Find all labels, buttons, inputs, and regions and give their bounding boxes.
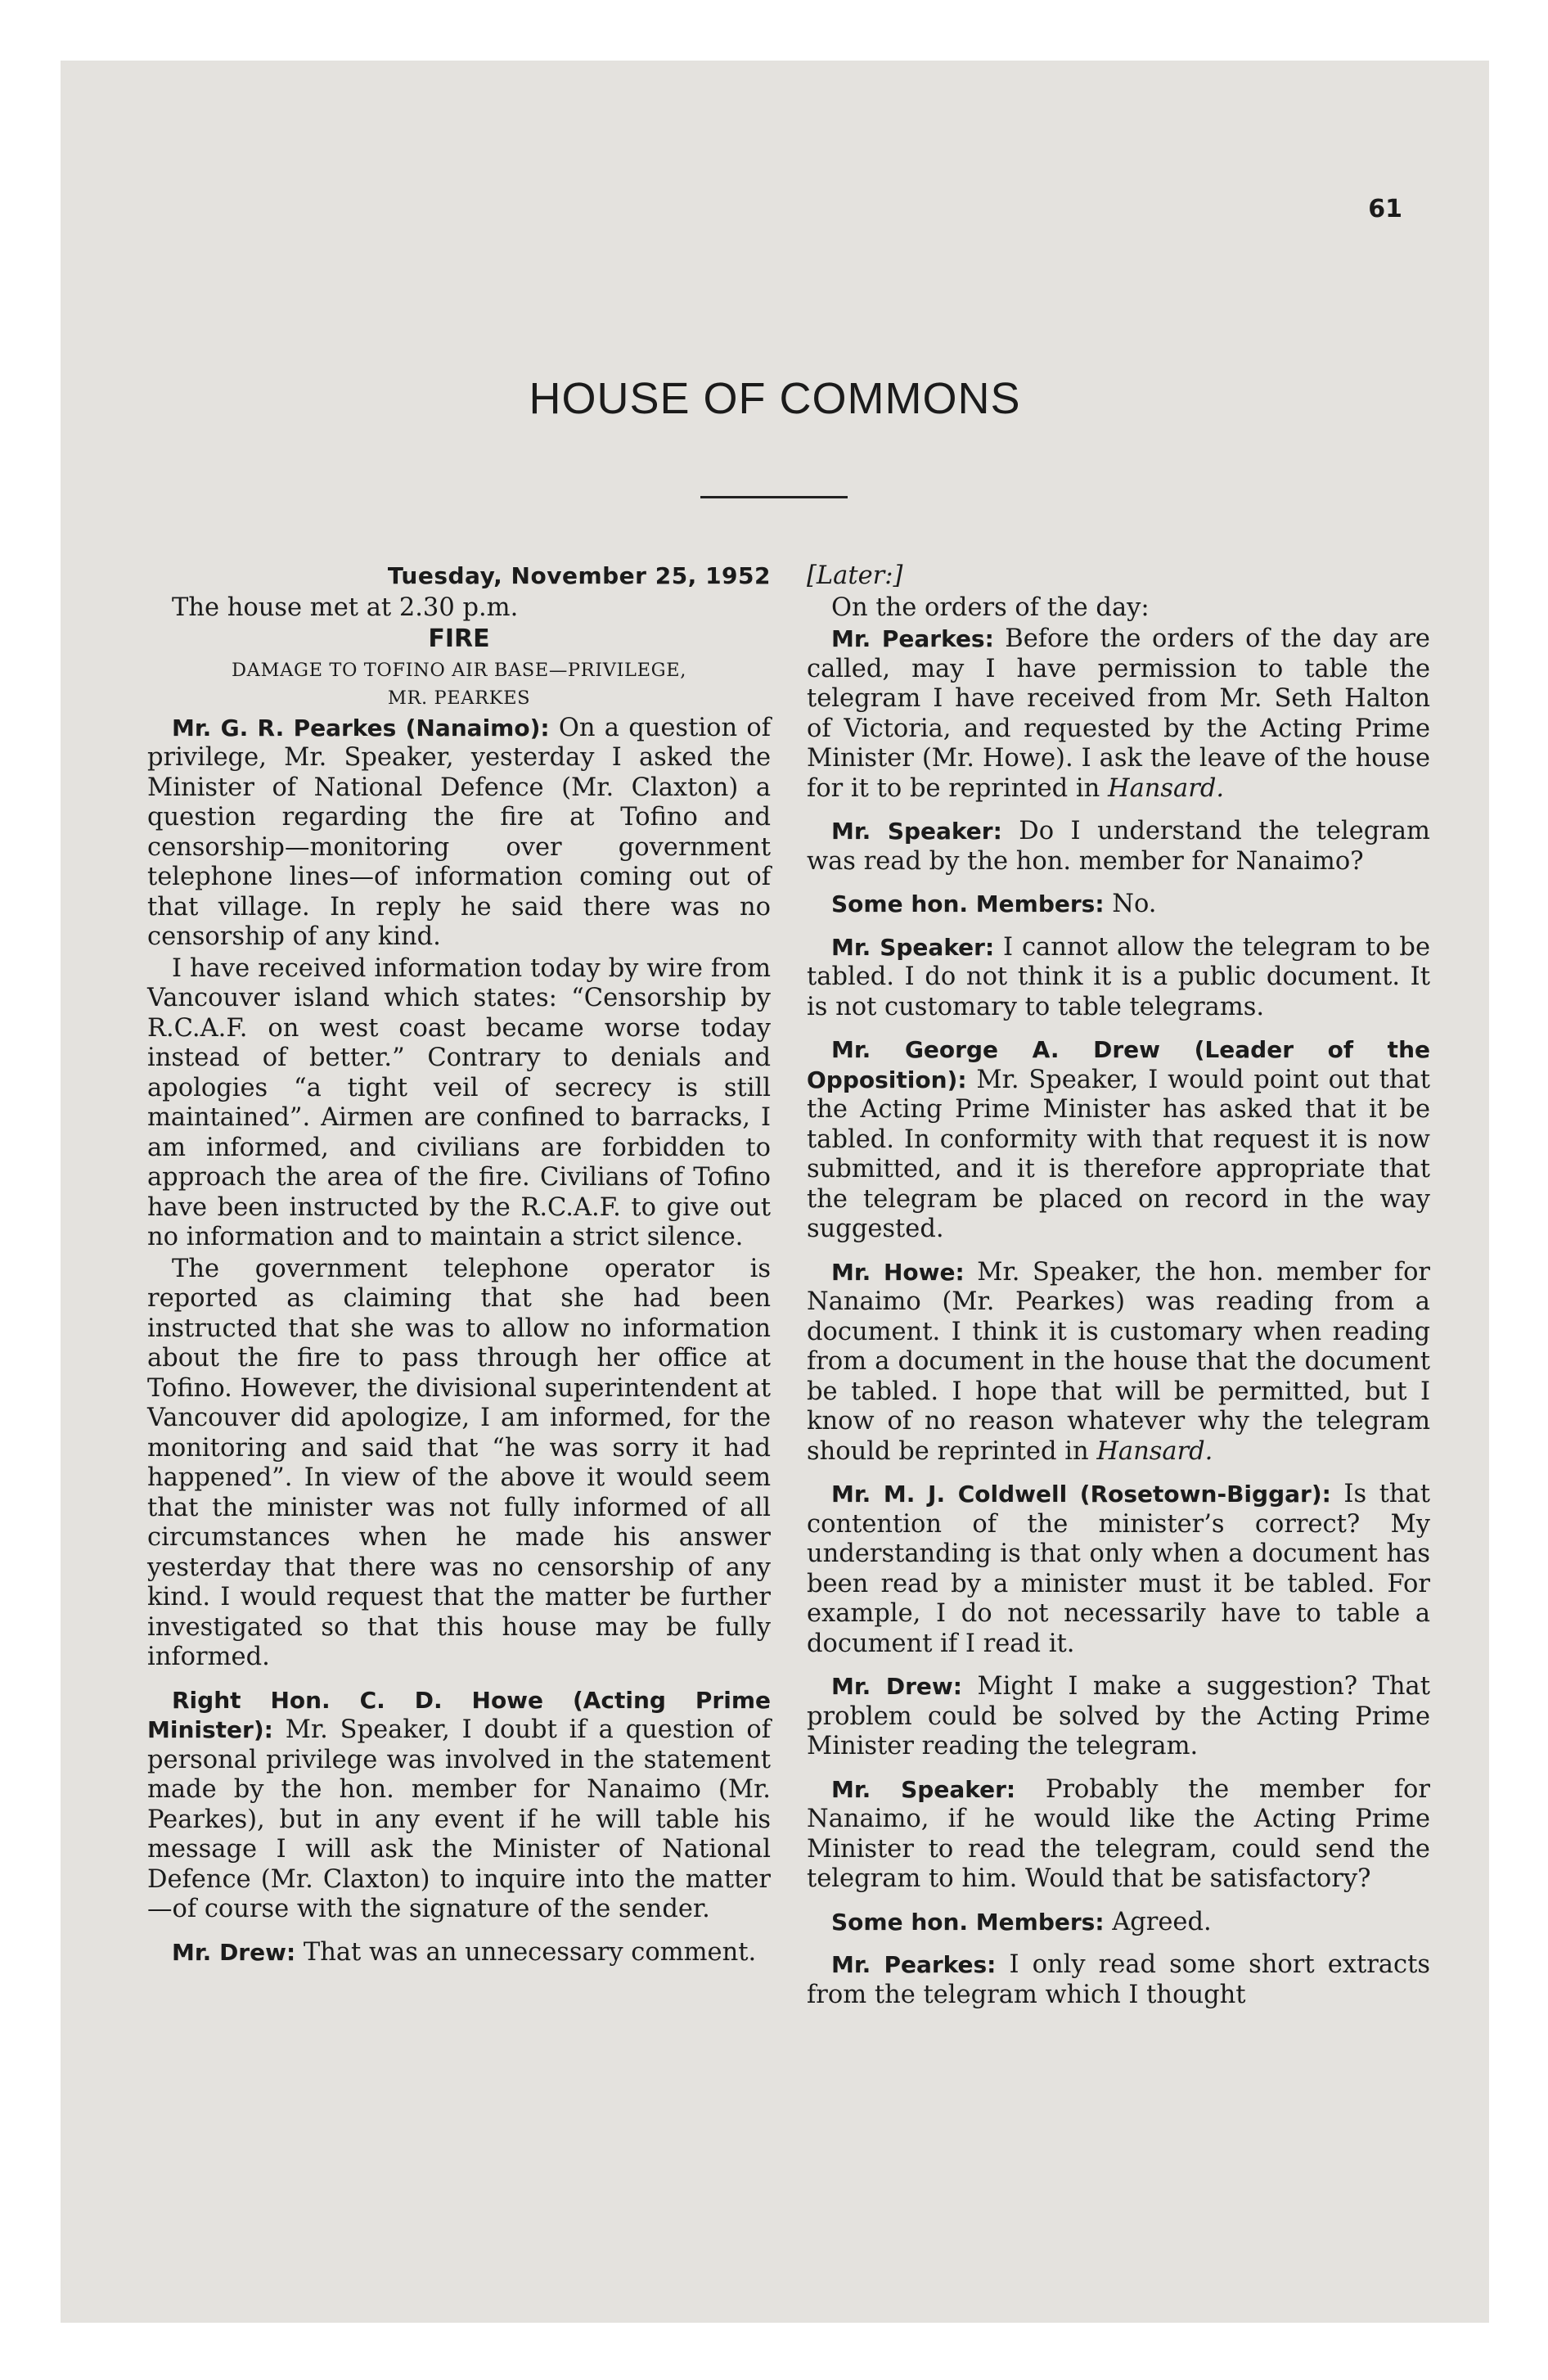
speech-text: Mr. Speaker, I would point out that the Acting Prime Minister has asked that it be tabled. In conformity with that request it is now submitted, and it is therefore appropriate that the telegram be placed on record in the way suggested. (807, 1065, 1431, 1243)
speech-text: Mr. Speaker, I doubt if a question of personal privilege was involved in the statement made by the hon. member for Nanaimo (Mr. Pearkes), but in any event if he will table his message I will ask the Minister of National Defence (Mr. Claxton) to inquire into the matter—of course with the signature of the sender. (147, 1715, 771, 1923)
speech-paragraph (807, 1035, 1430, 1245)
speech-text: Probably the member for Nanaimo, if he would like the Acting Prime Minister to read the telegram, could send the telegram to him. Would that be satisfactory? (807, 1774, 1430, 1893)
speaker-name: Mr. G. R. Pearkes (Nanaimo): (172, 714, 550, 741)
speech-paragraph: The government telephone operator is reported as claiming that she had been instructed that she was to allow no information about the fire to pass through her office at Tofino. However, the divisional superintendent at Vancouver did apologize, I am informed, for the monitoring and said that “he was sorry it had happened”. In view of the above it would seem that the minister was not fully informed of all circumstances when he made his answer yesterday that there was no censorship of any kind. I would request that the matter be further investigated so that this house may be fully informed. (147, 1254, 771, 1671)
heading-divider (700, 496, 848, 498)
left-column (147, 561, 771, 1968)
speech-paragraph (147, 714, 771, 953)
speech-paragraph (807, 933, 1430, 1023)
later-marker: [Later:] (807, 561, 903, 590)
speaker-name: Mr. Drew: (172, 1938, 296, 1966)
speaker-name: Mr. Speaker: (831, 818, 1002, 845)
speaker-name: Mr. Speaker: (831, 933, 995, 961)
speech-paragraph (807, 624, 1430, 804)
speaker-name: Some hon. Members: (831, 890, 1105, 917)
speech-paragraph: I have received information today by wire from Vancouver island which states: “Censorship by R.C.A.F. on west coast became worse today instead of better.” Contrary to denials and apologies “a tight veil of secrecy is still maintained”. Airmen are confined to barracks, I am informed, and civilians are forbidden to approach the area of the fire. Civilians of Tofino have been instructed by the R.C.A.F. to give out no information and to maintain a strict silence. (147, 953, 771, 1251)
right-column (807, 561, 1430, 2010)
speech-text: Do I understand the telegram was read by the hon. member for Nanaimo? (807, 817, 1430, 876)
speech-text: Mr. Speaker, the hon. member for Nanaimo (Mr. Pearkes) was reading from a document. I think it is customary when reading from a document in the house that the document be tabled. I hope that will be permitted, but I know of no reason whatever why the telegram should be reprinted in (807, 1257, 1431, 1466)
speech-text: Might I make a suggestion? That problem could be solved by the Acting Prime Minister reading the telegram. (807, 1672, 1430, 1760)
speech-paragraph (807, 1908, 1430, 1938)
speaker-name: Mr. Howe: (831, 1258, 965, 1286)
speech-text: That was an unnecessary comment. (303, 1937, 757, 1967)
hansard-ref: Hansard. (1096, 1436, 1213, 1466)
speech-text: I cannot allow the telegram to be tabled. I do not think it is a public document. It is not customary to table telegrams. (807, 932, 1430, 1021)
opening-line: The house met at 2.30 p.m. (172, 593, 519, 622)
speech-paragraph (807, 1480, 1430, 1659)
speech-text: I only read some short extracts from the telegram which I thought (807, 1950, 1430, 2009)
speech-paragraph (147, 1938, 771, 1968)
speech-text: Agreed. (1112, 1907, 1212, 1936)
page-heading: HOUSE OF COMMONS (529, 374, 1021, 423)
speech-text: No. (1112, 890, 1157, 918)
speaker-name: Mr. Speaker: (831, 1775, 1016, 1803)
speaker-name: Some hon. Members: (831, 1908, 1105, 1936)
speaker-name: Right Hon. C. D. Howe (Acting Prime Minister): (147, 1686, 771, 1743)
speaker-name: Mr. Pearkes: (831, 1951, 997, 1978)
subtitle-line-2: MR. PEARKES (387, 687, 531, 709)
hansard-ref: Hansard. (1107, 773, 1225, 803)
speech-text: Before the orders of the day are called, may I have permission to table the telegram I have received from Mr. Seth Halton of Victoria, and requested by the Acting Prime Minister (Mr. Howe). I ask the leave of the house for it to be reprinted in (807, 624, 1430, 803)
dateline: Tuesday, November 25, 1952 (387, 562, 771, 589)
speech-text: Is that contention of the minister’s correct? My understanding is that only when a document has been read by a minister must it be tabled. For example, I do not necessarily have to table a document if I read it. (807, 1480, 1430, 1658)
orders-line: On the orders of the day: (831, 593, 1150, 622)
speech-paragraph (147, 1686, 771, 1925)
speech-paragraph (807, 1775, 1430, 1895)
speech-text: On a question of privilege, Mr. Speaker, yesterday I asked the Minister of National Defence (Mr. Claxton) a question regarding the fire at Tofino and censorship—monitoring over government telephone lines—of information coming out of that village. In reply he said there was no censorship of any kind. (147, 713, 771, 951)
section-title: FIRE (428, 624, 490, 653)
speech-paragraph (807, 890, 1430, 920)
section-subtitle (147, 656, 771, 712)
speech-paragraph (807, 1950, 1430, 2010)
speech-paragraph (807, 1258, 1430, 1467)
subtitle-line-1: DAMAGE TO TOFINO AIR BASE—PRIVILEGE, (232, 659, 686, 681)
speech-paragraph (807, 817, 1430, 877)
speech-paragraph (807, 1672, 1430, 1762)
page-number: 61 (1368, 195, 1402, 223)
speaker-name: Mr. George A. Drew (Leader of the Opposition): (807, 1036, 1430, 1093)
speaker-name: Mr. Drew: (831, 1673, 962, 1700)
speaker-name: Mr. Pearkes: (831, 625, 994, 652)
speaker-name: Mr. M. J. Coldwell (Rosetown-Biggar): (831, 1481, 1331, 1508)
scanned-page (61, 61, 1489, 2323)
